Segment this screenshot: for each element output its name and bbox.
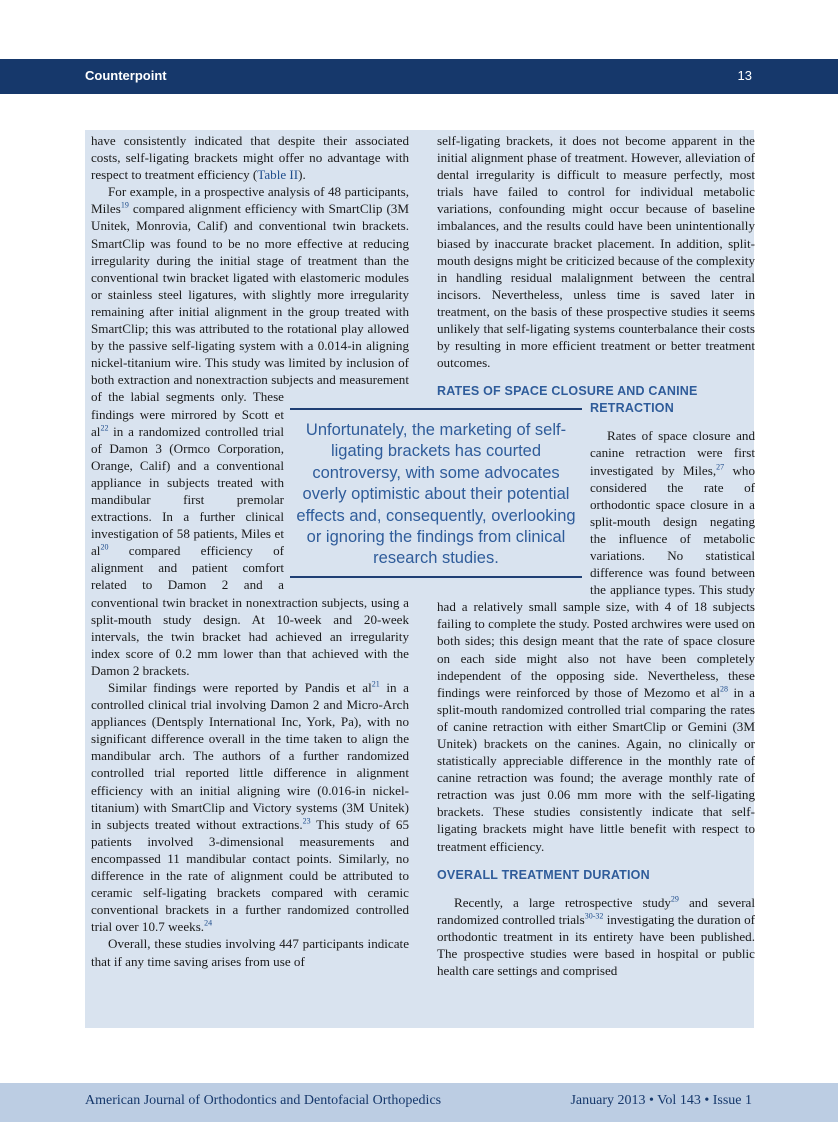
issue-info: January 2013 • Vol 143 • Issue 1	[570, 1093, 752, 1108]
paragraph: Similar findings were reported by Pandis et $al^{21}$ in a controlled clinical trial involving Damon 2 and Micro-Arch appliances (Dentsply International Inc, York, Pa), with no significant difference overall in the time taken to align the mandibular arch. The authors of a further randomized controlled trial reported little difference in alignment efficiency with an initial aligning wire (0.016-in nickel-titanium) with SmartClip and Victory systems (3M Unitek) in subjects treated without extractions.$^{23}$ This study of 65 patients involved 3-dimensional measurements and encompassed 11 mandibular contact points. Similarly, no difference in the rate of alignment could be attributed to ceramic self-ligating brackets compared with ceramic conventional brackets in a further randomized controlled trial over 10.7 weeks.$^{24}$	[91, 679, 410, 935]
citation-ref[interactable]: 30-32	[584, 911, 604, 921]
running-header	[0, 59, 838, 94]
paragraph: For example, in a prospective analysis of 48 participants, Miles$^{19}$ compared alignment efficiency with SmartClip (3M Unitek, Monrovia, Calif) and conventional twin brackets. SmartClip was found to be no more effective at reducing irregularity during the initial stage of treatment than the conventional twin bracket ligated with elastomeric modules or stainless steel ligatures, with slightly more irregularity remaining after initial alignment in the group treated with SmartClip; this was attributed to the rotational play allowed by the passive self-ligating system with a 0.014-in aligning nickel-titanium wire. This study was limited by inclusion of both extraction and nonextraction subjects and measurement of the labial segments only. These findings were mirrored by Scott et $al^{22}$ in a randomized controlled trial of Damon 3 (Ormco Corporation, Orange, Calif) and a conventional appliance in subjects treated with mandibular first premolar extractions. In a further clinical investigation of 58 patients, Miles et $al^{20}$ compared efficiency of alignment and patient comfort related to Damon 2 and a conventional twin bracket in nonextraction subjects, using a split-mouth study design. At 10-week and 20-week intervals, the twin bracket had achieved an irregularity index score of 0.2 mm lower than that achieved with the Damon 2 brackets.	[91, 184, 409, 678]
paragraph: self-ligating brackets, it does not become apparent in the initial alignment phase of treatment. However, alleviation of dental irregularity is difficult to measure perfectly, most trials have failed to control for individual metabolic variations, confounding might occur because of baseline imbalances, and the results could have been unintentionally biased by inaccurate bracket placement. In addition, split-mouth designs might be criticized because of the complexity in handling residual malalignment between the central incisors. Nevertheless, unless time is saved later in treatment, on the basis of these prospective studies it seems unlikely that self-ligating systems counterbalance their costs by resulting in more efficient treatment or better treatment outcomes.	[437, 133, 755, 371]
citation-ref[interactable]: 29	[670, 894, 679, 904]
citation-ref[interactable]: 19	[120, 201, 129, 211]
paragraph: Recently, a large retrospective study$^{29}$ and several randomized controlled trials$^{30-32}$ investigating the duration of orthodontic treatment in its entirety have been published. The prospective studies were based in hospital or public health care settings and comprised	[437, 894, 756, 979]
paragraph: Rates of space closure and canine retraction were first investigated by Miles,$^{27}$ who considered the rate of orthodontic space closure in a split-mouth design negating the influence of metabolic variations. No statistical difference was found between the appliance types. This study had a relatively small sample size, with 4 of 18 subjects failing to complete the study. Posted archwires were used on both sides; this design meant that the rate of space closure on each side might also not have been completely independent of the opposing side. Nevertheless, these findings were reinforced by those of Mezomo et $al^{28}$ in a split-mouth randomized controlled trial comparing the rates of canine retraction with either SmartClip or Gemini (3M Unitek) brackets on the canines. Again, no clinically or statistically appreciable difference in the monthly rate of canine retraction was found; the average monthly rate of retraction was just 0.06 mm more with the self-ligating brackets. These studies consistently indicate that self-ligating brackets might have little benefit with respect to treatment efficiency.	[437, 428, 756, 854]
paragraph: Overall, these studies involving 447 participants indicate that if any time saving arises from use of	[91, 936, 409, 969]
section-title: Counterpoint	[85, 68, 167, 83]
pull-quote: Unfortunately, the marketing of self-ligating brackets has courted controversy, with some advocates overly optimistic about their potential effects and, consequently, overlooking or ignoring the findings from clinical research studies.	[290, 408, 582, 578]
journal-name: American Journal of Orthodontics and Dentofacial Orthopedics	[85, 1093, 442, 1108]
running-footer	[0, 1083, 838, 1122]
table-reference-link[interactable]: Table II	[257, 167, 299, 183]
citation-ref[interactable]: 20	[100, 542, 109, 552]
citation-ref[interactable]: 28	[720, 684, 729, 694]
section-heading: RATES OF SPACE CLOSURE AND CANINE RETRACTION	[437, 384, 698, 416]
citation-ref[interactable]: 24	[204, 918, 213, 928]
citation-ref[interactable]: 27	[716, 462, 725, 472]
citation-ref[interactable]: 21	[371, 679, 380, 689]
section-heading: OVERALL TREATMENT DURATION	[437, 867, 650, 882]
citation-ref[interactable]: 23	[302, 816, 311, 826]
page-number: 13	[737, 68, 752, 83]
citation-ref[interactable]: 22	[100, 423, 109, 433]
paragraph: have consistently indicated that despite their associated costs, self-ligating brackets might offer no advantage with respect to treatment efficiency (Table II).	[91, 133, 409, 183]
